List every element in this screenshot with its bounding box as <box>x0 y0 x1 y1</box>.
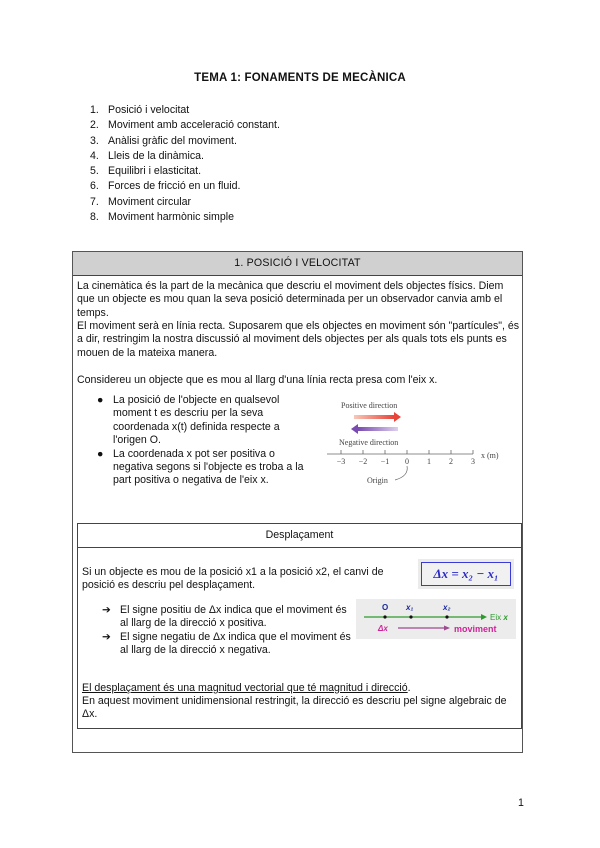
displacement-box <box>77 523 522 729</box>
svg-text:−3: −3 <box>336 457 346 466</box>
svg-text:−1: −1 <box>380 457 390 466</box>
toc-item: 3. Anàlisi gràfic del moviment. <box>90 134 237 147</box>
svg-text:Origin: Origin <box>367 476 388 485</box>
page-number: 1 <box>518 797 524 809</box>
section-header: 1. POSICIÓ I VELOCITAT <box>73 252 522 276</box>
displacement-closing: En aquest moviment unidimensional restringit, la direcció es descriu pel signe algebraic de Δx. <box>82 695 507 721</box>
svg-text:3: 3 <box>471 457 475 466</box>
svg-text:moviment: moviment <box>454 624 497 634</box>
svg-text:Positive direction: Positive direction <box>341 401 398 410</box>
svg-text:x₂: x₂ <box>443 603 451 612</box>
displacement-header: Desplaçament <box>78 524 521 548</box>
svg-text:O: O <box>382 603 389 612</box>
svg-text:0: 0 <box>405 457 409 466</box>
arrow-item: ➔ El signe positiu de Δx indica que el moviment és al llarg de la direcció x positiva. <box>102 604 347 630</box>
svg-text:Eix x: Eix x <box>490 613 508 622</box>
displacement-intro-line2: posició es descriu pel desplaçament. <box>82 579 256 591</box>
x-axis-diagram <box>323 400 523 492</box>
displacement-intro-line1: Si un objecte es mou de la posició x1 a la posició x2, el canvi de <box>82 566 384 578</box>
toc-item: 7. Moviment circular <box>90 195 192 208</box>
svg-text:1: 1 <box>427 457 431 466</box>
svg-text:x₁: x₁ <box>406 603 414 612</box>
section-box-position-velocity <box>72 251 523 753</box>
displacement-definition: El desplaçament és una magnitud vectorial que té magnitud i direcció. <box>82 682 411 694</box>
sign-explanations <box>102 604 352 658</box>
displacement-formula: Δx = x₂ − x₁ <box>418 559 514 589</box>
toc-item: 4. Lleis de la dinàmica. <box>90 149 204 162</box>
bullet-icon: ● <box>97 394 104 406</box>
consider-paragraph: Considereu un objecte que es mou al llarg d'una línia recta presa com l'eix x. <box>77 374 438 386</box>
bullet-icon: ● <box>97 447 104 460</box>
toc-item: 8. Moviment harmònic simple <box>90 211 234 224</box>
svg-text:Negative direction: Negative direction <box>339 438 399 447</box>
particles-paragraph: El moviment serà en línia recta. Suposarem que els objectes en moviment són "partícules", és a dir, restringim la nostra discussió al moviment dels objectes per als quals tots els punts es mouen de la mateixa manera. <box>77 320 520 359</box>
arrow-item: ➔ El signe negatiu de Δx indica que el moviment és al llarg de la direcció x negativa. <box>102 630 351 657</box>
bullet-item: ● La posició de l'objecte en qualsevol moment t es descriu per la seva coordenada x(t) definida respecte a l'origen O. <box>97 394 280 447</box>
svg-text:Δx: Δx <box>378 624 388 633</box>
position-bullets <box>95 394 310 488</box>
toc-item: 2. Moviment amb acceleració constant. <box>90 119 280 132</box>
right-arrow-icon: ➔ <box>102 630 111 643</box>
table-of-contents <box>90 103 280 225</box>
right-arrow-icon: ➔ <box>102 604 111 616</box>
toc-item: 5. Equilibri i elasticitat. <box>90 165 202 178</box>
movement-diagram <box>356 599 516 639</box>
toc-item: 1. Posició i velocitat <box>90 104 190 116</box>
svg-text:−2: −2 <box>358 457 368 466</box>
toc-item: 6. Forces de fricció en un fluid. <box>90 180 241 193</box>
svg-text:2: 2 <box>449 457 453 466</box>
intro-paragraph: La cinemàtica és la part de la mecànica que descriu el moviment dels objectes físics. Diem que un objecte es mou quan la seva posició determinada per un observador canvia amb el temps. <box>77 280 504 319</box>
svg-text:x (m): x (m) <box>481 451 499 460</box>
bullet-item: ● La coordenada x pot ser positiva o negativa segons si l'objecte es troba a la part positiva o negativa de l'eix x. <box>97 447 304 487</box>
document-title: TEMA 1: FONAMENTS DE MECÀNICA <box>194 72 406 84</box>
